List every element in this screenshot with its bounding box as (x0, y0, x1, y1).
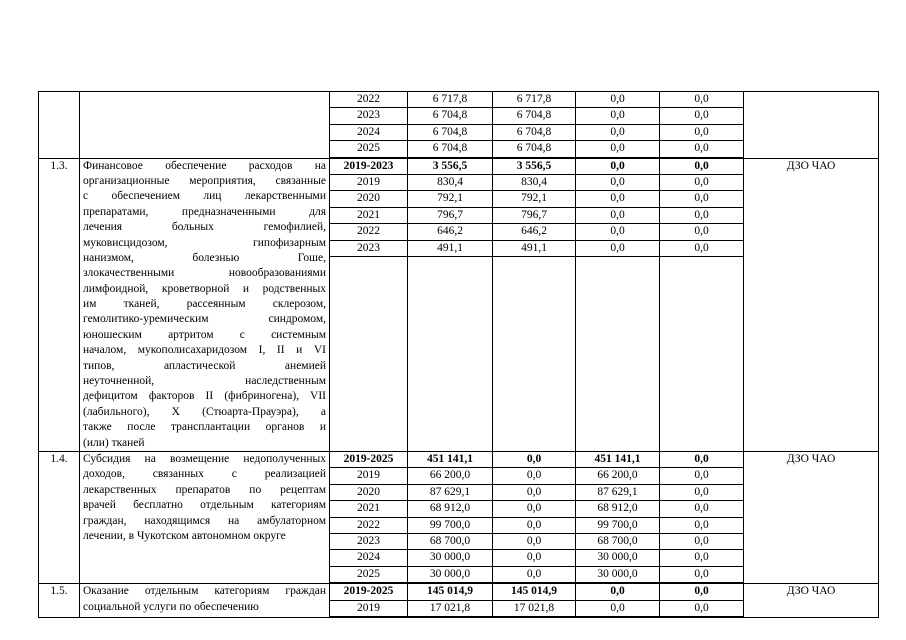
subsidy-cell: 68 700,0 (576, 534, 659, 550)
subsidy-cell: 0,0 (576, 601, 659, 617)
subsidy-cell: 0,0 (576, 108, 659, 124)
other-cell: 0,0 (660, 108, 743, 124)
description-line: врачей бесплатно отдельным категориям (83, 499, 326, 512)
period-cell: 2019 (330, 175, 407, 191)
total-cell: 6 704,8 (408, 125, 492, 141)
period-cell-group (330, 584, 408, 618)
other-cell: 0,0 (660, 485, 743, 501)
other-cell: 0,0 (660, 584, 743, 600)
description-line: с обеспечением лиц лекарственными (83, 190, 326, 203)
period-cell-group (330, 451, 408, 583)
budget-table (38, 91, 879, 618)
district-budget-cell-group (493, 158, 576, 451)
other-cell-group (660, 451, 744, 583)
district-budget-cell: 6 717,8 (493, 92, 575, 108)
total-cell: 792,1 (408, 191, 492, 207)
description-line: началом, мукополисахаридозом I, II и VI (83, 344, 326, 357)
subsidy-cell: 0,0 (576, 241, 659, 257)
subsidy-cell: 30 000,0 (576, 550, 659, 566)
period-cell: 2023 (330, 241, 407, 257)
period-cell: 2020 (330, 191, 407, 207)
description-line: (лабильного), X (Стюарта-Прауэра), а (83, 405, 326, 418)
district-budget-cell: 0,0 (493, 485, 575, 501)
description-line: организационные мероприятия, связанные (83, 174, 326, 187)
district-budget-cell-group (493, 92, 576, 159)
other-cell: 0,0 (660, 468, 743, 484)
period-cell: 2022 (330, 518, 407, 534)
other-cell: 0,0 (660, 141, 743, 157)
description-line: неуточненной, наследственным (83, 375, 326, 388)
subsidy-cell: 87 629,1 (576, 485, 659, 501)
subsidy-cell: 0,0 (576, 141, 659, 157)
subsidy-cell: 0,0 (576, 208, 659, 224)
period-cell: 2023 (330, 534, 407, 550)
total-cell: 30 000,0 (408, 550, 492, 566)
other-cell: 0,0 (660, 224, 743, 240)
row-description (80, 158, 330, 451)
description-line: гемолитико-уремическим синдромом, (83, 313, 326, 326)
period-cell: 2019-2025 (330, 584, 407, 600)
description-line: дефицитом факторов II (фибриногена), VII (83, 390, 326, 403)
total-cell: 17 021,8 (408, 601, 492, 617)
subsidy-cell-group (576, 451, 660, 583)
description-line: типов, апластической анемией (83, 359, 326, 372)
period-cell: 2025 (330, 141, 407, 157)
other-cell: 0,0 (660, 452, 743, 468)
table-row (39, 158, 879, 451)
table-row (39, 584, 879, 618)
period-cell: 2025 (330, 567, 407, 583)
total-cell: 796,7 (408, 208, 492, 224)
other-cell: 0,0 (660, 501, 743, 517)
description-line: им тканей, рассеянным склерозом, (83, 298, 326, 311)
other-cell: 0,0 (660, 550, 743, 566)
district-budget-cell: 0,0 (493, 452, 575, 468)
district-budget-cell: 830,4 (493, 175, 575, 191)
row-number: 1.5. (39, 584, 80, 618)
description-line: Оказание отдельным категориям граждан (83, 585, 326, 598)
description-line: Финансовое обеспечение расходов на (83, 159, 326, 172)
total-cell-group (408, 584, 493, 618)
subsidy-cell: 0,0 (576, 175, 659, 191)
other-cell: 0,0 (660, 159, 743, 175)
other-cell: 0,0 (660, 191, 743, 207)
period-cell: 2019-2025 (330, 452, 407, 468)
total-cell: 68 700,0 (408, 534, 492, 550)
subsidy-cell: 68 912,0 (576, 501, 659, 517)
total-cell: 66 200,0 (408, 468, 492, 484)
subsidy-cell: 451 141,1 (576, 452, 659, 468)
total-cell: 30 000,0 (408, 567, 492, 583)
other-cell: 0,0 (660, 601, 743, 617)
description-line: юношеским артритом с системным (83, 328, 326, 341)
row-description (80, 451, 330, 583)
row-number: 1.3. (39, 158, 80, 451)
period-cell: 2024 (330, 550, 407, 566)
period-cell: 2019 (330, 601, 407, 617)
period-cell-group (330, 92, 408, 159)
period-cell: 2024 (330, 125, 407, 141)
total-cell: 6 717,8 (408, 92, 492, 108)
district-budget-cell: 0,0 (493, 501, 575, 517)
subsidy-cell-group (576, 158, 660, 451)
district-budget-cell: 491,1 (493, 241, 575, 257)
description-line: муковисцидозом, гипофизарным (83, 236, 326, 249)
district-budget-cell: 0,0 (493, 567, 575, 583)
responsible-organization: ДЗО ЧАО (744, 451, 879, 583)
row-description (80, 92, 330, 159)
responsible-organization: ДЗО ЧАО (744, 584, 879, 618)
subsidy-cell: 0,0 (576, 224, 659, 240)
period-cell: 2021 (330, 208, 407, 224)
other-cell: 0,0 (660, 534, 743, 550)
subsidy-cell-group (576, 584, 660, 618)
total-cell: 646,2 (408, 224, 492, 240)
responsible-organization (744, 92, 879, 159)
total-cell: 3 556,5 (408, 159, 492, 175)
row-description (80, 584, 330, 618)
other-cell: 0,0 (660, 125, 743, 141)
total-cell-group (408, 158, 493, 451)
description-line: также после трансплантации органов и (83, 421, 326, 434)
description-line: социальной услуги по обеспечению (83, 600, 259, 613)
other-cell-group (660, 584, 744, 618)
total-cell: 68 912,0 (408, 501, 492, 517)
row-number: 1.4. (39, 451, 80, 583)
other-cell: 0,0 (660, 208, 743, 224)
period-cell: 2021 (330, 501, 407, 517)
district-budget-cell: 646,2 (493, 224, 575, 240)
period-cell: 2019 (330, 468, 407, 484)
district-budget-cell: 0,0 (493, 534, 575, 550)
period-cell: 2023 (330, 108, 407, 124)
total-cell: 145 014,9 (408, 584, 492, 600)
district-budget-cell-group (493, 584, 576, 618)
other-cell: 0,0 (660, 175, 743, 191)
description-line: препаратами, предназначенными для (83, 205, 326, 218)
subsidy-cell-group (576, 92, 660, 159)
total-cell-group (408, 92, 493, 159)
subsidy-cell: 0,0 (576, 92, 659, 108)
responsible-organization: ДЗО ЧАО (744, 158, 879, 451)
other-cell: 0,0 (660, 241, 743, 257)
subsidy-cell: 0,0 (576, 125, 659, 141)
district-budget-cell: 796,7 (493, 208, 575, 224)
period-cell: 2022 (330, 224, 407, 240)
description-line: Субсидия на возмещение недополученных (83, 452, 326, 465)
total-cell: 491,1 (408, 241, 492, 257)
subsidy-cell: 0,0 (576, 191, 659, 207)
district-budget-cell: 0,0 (493, 550, 575, 566)
total-cell: 830,4 (408, 175, 492, 191)
description-line: злокачественными новообразованиями (83, 267, 326, 280)
total-cell: 451 141,1 (408, 452, 492, 468)
district-budget-cell: 17 021,8 (493, 601, 575, 617)
total-cell: 6 704,8 (408, 108, 492, 124)
description-line: лечении, в Чукотском автономном округе (83, 529, 286, 542)
row-number (39, 92, 80, 159)
period-cell: 2019-2023 (330, 159, 407, 175)
other-cell: 0,0 (660, 567, 743, 583)
district-budget-cell: 792,1 (493, 191, 575, 207)
district-budget-cell: 6 704,8 (493, 108, 575, 124)
description-line: нанизмом, болезнью Гоше, (83, 251, 326, 264)
other-cell: 0,0 (660, 518, 743, 534)
period-cell: 2020 (330, 485, 407, 501)
district-budget-cell: 145 014,9 (493, 584, 575, 600)
table-row (39, 451, 879, 583)
district-budget-cell: 6 704,8 (493, 125, 575, 141)
other-cell-group (660, 92, 744, 159)
description-line: доходов, связанных с реализацией (83, 468, 326, 481)
subsidy-cell: 30 000,0 (576, 567, 659, 583)
district-budget-cell: 0,0 (493, 518, 575, 534)
subsidy-cell: 66 200,0 (576, 468, 659, 484)
total-cell: 87 629,1 (408, 485, 492, 501)
period-cell: 2022 (330, 92, 407, 108)
description-line: (или) тканей (83, 436, 145, 449)
description-line: граждан, находящимся на амбулаторном (83, 514, 326, 527)
table-row (39, 92, 879, 159)
total-cell-group (408, 451, 493, 583)
description-line: лимфоидной, кроветворной и родственных (83, 282, 326, 295)
other-cell-group (660, 158, 744, 451)
subsidy-cell: 0,0 (576, 584, 659, 600)
period-cell-group (330, 158, 408, 451)
district-budget-cell: 3 556,5 (493, 159, 575, 175)
district-budget-cell: 0,0 (493, 468, 575, 484)
total-cell: 99 700,0 (408, 518, 492, 534)
subsidy-cell: 0,0 (576, 159, 659, 175)
description-line: лечения больных гемофилией, (83, 221, 326, 234)
description-line: лекарственных препаратов по рецептам (83, 483, 326, 496)
total-cell: 6 704,8 (408, 141, 492, 157)
other-cell: 0,0 (660, 92, 743, 108)
district-budget-cell-group (493, 451, 576, 583)
district-budget-cell: 6 704,8 (493, 141, 575, 157)
subsidy-cell: 99 700,0 (576, 518, 659, 534)
